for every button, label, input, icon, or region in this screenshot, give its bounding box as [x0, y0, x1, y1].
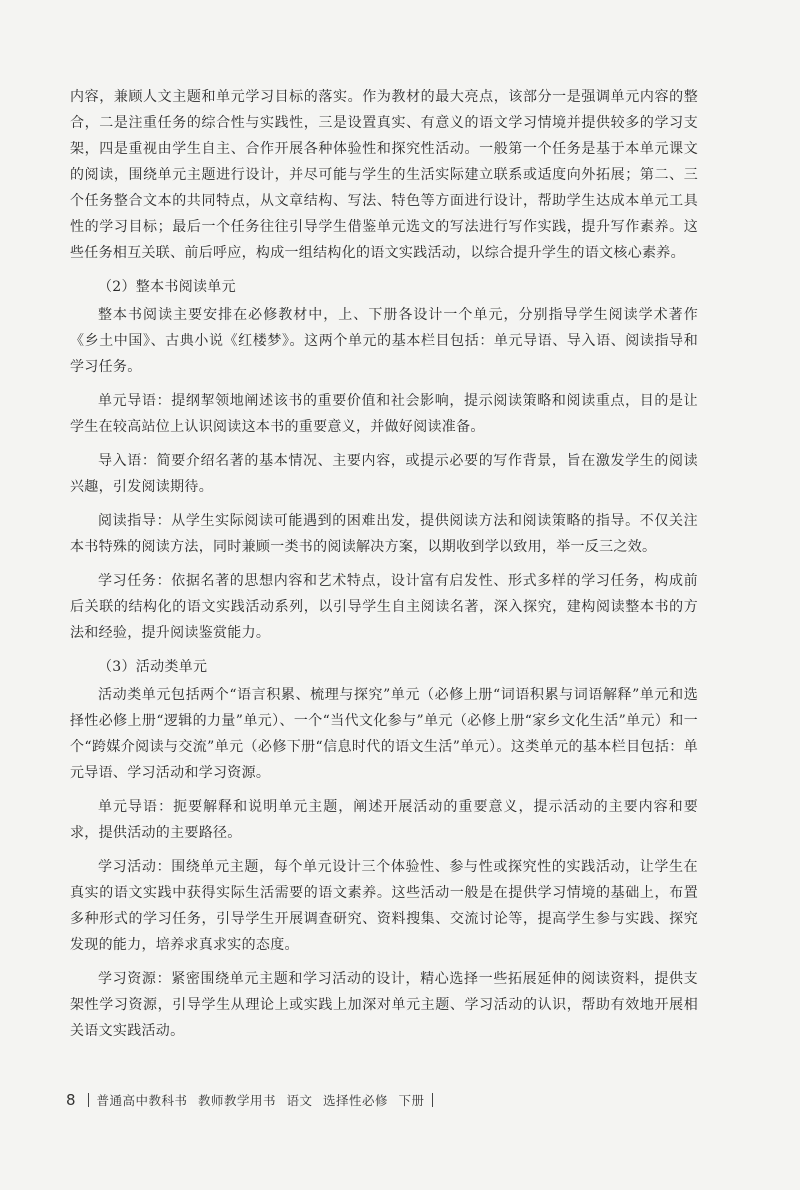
- paragraph-activity-intro: 活动类单元包括两个“语言积累、梳理与探究”单元（必修上册“词语积累与词语解释”单元和选择性必修上册“逻辑的力量”单元）、一个“当代文化参与”单元（必修上册“家乡文化生活”单元）和一个“跨媒介阅读与交流”单元（必修下册“信息时代的语文生活”单元）。这类单元的基本栏目包括：单元导语、学习活动和学习资源。: [70, 687, 698, 781]
- body-text: [70, 84, 698, 1052]
- paragraph-unit-guide: 单元导语：提纲挈领地阐述该书的重要价值和社会影响，提示阅读策略和阅读重点，目的是让学生在较高站位上认识阅读这本书的重要意义，并做好阅读准备。: [70, 393, 698, 435]
- paragraph-reading-guidance: 阅读指导：从学生实际阅读可能遇到的困难出发，提供阅读方法和阅读策略的指导。不仅关注本书特殊的阅读方法，同时兼顾一类书的阅读解决方案，以期收到学以致用，举一反三之效。: [70, 513, 698, 555]
- page-number: 8: [66, 1091, 76, 1109]
- paragraph-learning-tasks: 学习任务：依据名著的思想内容和艺术特点，设计富有启发性、形式多样的学习任务，构成前后关联的结构化的语文实践活动系列，以引导学生自主阅读名著，深入探究，建构阅读整本书的方法和经验，提升阅读鉴赏能力。: [70, 573, 698, 641]
- paragraph-whole-book-intro: 整本书阅读主要安排在必修教材中，上、下册各设计一个单元，分别指导学生阅读学术著作《乡土中国》、古典小说《红楼梦》。这两个单元的基本栏目包括：单元导语、导入语、阅读指导和学习任务。: [70, 307, 698, 375]
- divider: [88, 1093, 89, 1107]
- page-footer: [66, 1088, 433, 1112]
- section-heading-whole-book-reading: （2）整本书阅读单元: [98, 279, 236, 295]
- paragraph-activity-unit-guide: 单元导语：扼要解释和说明单元主题，阐述开展活动的重要意义，提示活动的主要内容和要求，提供活动的主要路径。: [70, 799, 698, 841]
- paragraph-intro-words: 导入语：简要介绍名著的基本情况、主要内容，或提示必要的写作背景，旨在激发学生的阅读兴趣，引发阅读期待。: [70, 453, 698, 495]
- book-title: 普通高中教科书 教师教学用书 语文 选择性必修 下册: [96, 1093, 425, 1108]
- paragraph-learning-activities: 学习活动：围绕单元主题，每个单元设计三个体验性、参与性或探究性的实践活动，让学生在真实的语文实践中获得实际生活需要的语文素养。这些活动一般是在提供学习情境的基础上，布置多种形式的学习任务，引导学生开展调查研究、资料搜集、交流讨论等，提高学生参与实践、探究发现的能力，培养求真求实的态度。: [70, 859, 698, 953]
- paragraph-continuation: 内容，兼顾人文主题和单元学习目标的落实。作为教材的最大亮点，该部分一是强调单元内容的整合，二是注重任务的综合性与实践性，三是设置真实、有意义的语文学习情境并提供较多的学习支架，四是重视由学生自主、合作开展各种体验性和探究性活动。一般第一个任务是基于本单元课文的阅读，围绕单元主题进行设计，并尽可能与学生的生活实际建立联系或适度向外拓展；第二、三个任务整合文本的共同特点，从文章结构、写法、特色等方面进行设计，帮助学生达成本单元工具性的学习目标；最后一个任务往往引导学生借鉴单元选文的写法进行写作实践，提升写作素养。这些任务相互关联、前后呼应，构成一组结构化的语文实践活动，以综合提升学生的语文核心素养。: [70, 89, 698, 261]
- paragraph-learning-resources: 学习资源：紧密围绕单元主题和学习活动的设计，精心选择一些拓展延伸的阅读资料，提供支架性学习资源，引导学生从理论上或实践上加深对单元主题、学习活动的认识，帮助有效地开展相关语文实践活动。: [70, 971, 698, 1039]
- section-heading-activity-units: （3）活动类单元: [98, 659, 208, 675]
- divider: [432, 1093, 433, 1107]
